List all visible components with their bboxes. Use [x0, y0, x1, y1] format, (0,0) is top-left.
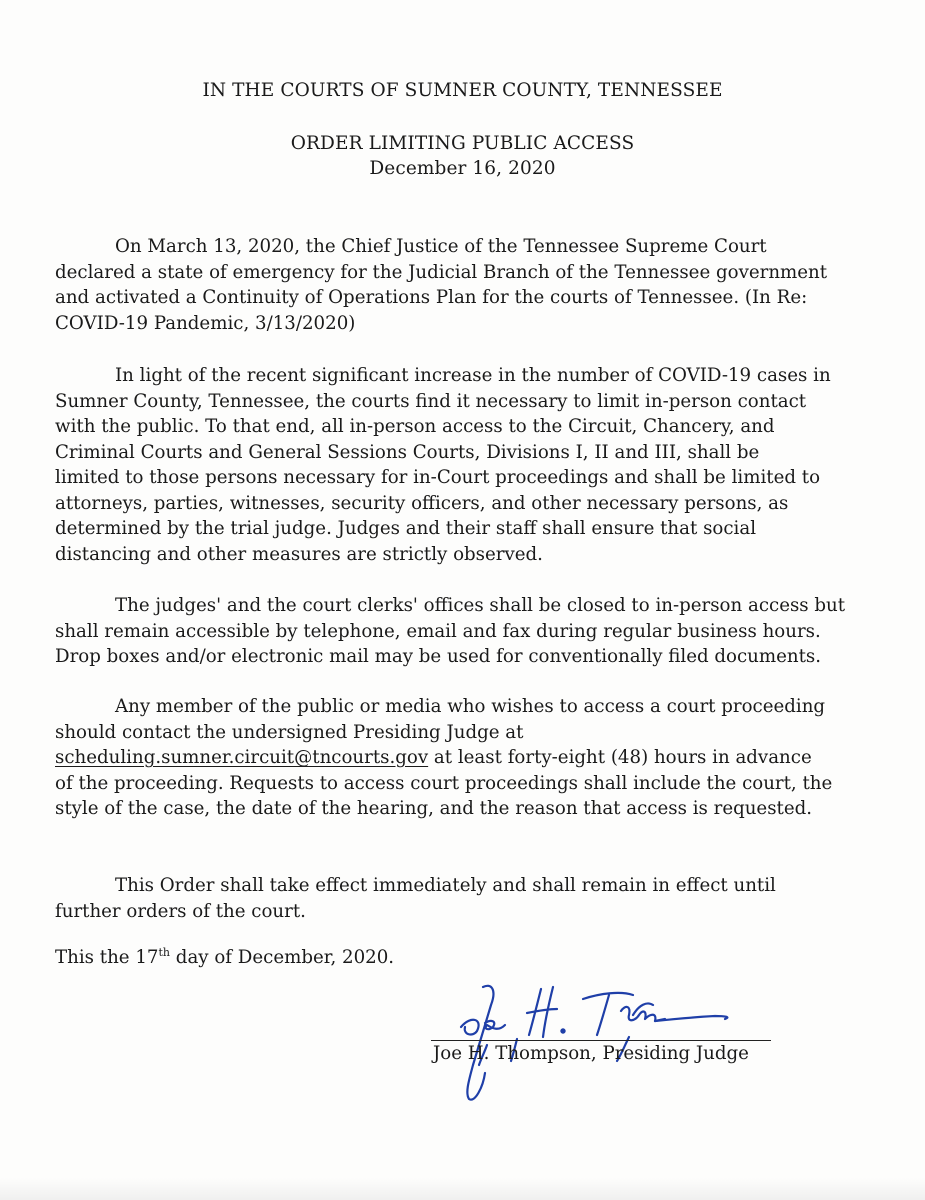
order-title: ORDER LIMITING PUBLIC ACCESS	[290, 133, 635, 154]
paragraph-effective-date	[55, 873, 867, 924]
paragraph-line: Drop boxes and/or electronic mail may be used for conventionally filed documents.	[55, 646, 822, 667]
dated-superscript: th	[158, 946, 171, 959]
paragraph-line: of the proceeding. Requests to access court proceedings shall include the court, the	[55, 772, 833, 794]
paragraph-line: shall remain accessible by telephone, email and fax during regular business hours.	[55, 620, 821, 642]
dated-suffix: day of December, 2020.	[170, 947, 395, 969]
paragraph-line: with the public. To that end, all in-person access to the Circuit, Chancery, and	[55, 416, 775, 437]
signature-line	[431, 1040, 771, 1041]
paragraph-line: should contact the undersigned Presiding Judge at	[55, 721, 524, 743]
paragraph-line-rest: at least forty-eight (48) hours in advance	[428, 747, 812, 768]
dated-line	[55, 940, 867, 971]
paragraph-line: Any member of the public or media who wishes to access a court proceeding	[115, 696, 826, 717]
paragraph-line: determined by the trial judge. Judges and their staff shall ensure that social	[55, 518, 757, 539]
paragraph-line: Criminal Courts and General Sessions Courts, Divisions I, II and III, shall be	[55, 441, 760, 463]
paragraph-line	[55, 745, 867, 771]
paragraph-office-closures	[55, 593, 867, 670]
paragraph-line: This Order shall take effect immediately and shall remain in effect until	[115, 875, 776, 896]
paragraph-line: attorneys, parties, witnesses, security officers, and other necessary persons, as	[55, 492, 789, 514]
page-bottom-shadow	[0, 1178, 925, 1200]
paragraph-line: declared a state of emergency for the Judicial Branch of the Tennessee government	[55, 261, 828, 283]
court-heading: IN THE COURTS OF SUMNER COUNTY, TENNESSEE	[202, 80, 723, 101]
paragraph-line: In light of the recent significant increase in the number of COVID-19 cases in	[115, 365, 831, 386]
paragraph-line: On March 13, 2020, the Chief Justice of the Tennessee Supreme Court	[115, 236, 767, 257]
paragraph-access-limits	[55, 363, 867, 567]
order-date: December 16, 2020	[369, 158, 556, 179]
paragraph-line: distancing and other measures are strictly observed.	[55, 543, 543, 565]
paragraph-line: style of the case, the date of the hearing, and the reason that access is requested.	[55, 798, 813, 819]
paragraph-line: COVID-19 Pandemic, 3/13/2020)	[55, 312, 356, 334]
paragraph-line: and activated a Continuity of Operations Plan for the courts of Tennessee. (In Re:	[55, 287, 808, 308]
signature-block	[425, 975, 785, 1135]
paragraph-line: Sumner County, Tennessee, the courts find it necessary to limit in-person contact	[55, 390, 807, 412]
paragraph-line: The judges' and the court clerks' offices shall be closed to in-person access but	[115, 595, 846, 616]
signer-name: Joe H. Thompson, Presiding Judge	[433, 1043, 749, 1064]
paragraph-line: further orders of the court.	[55, 900, 306, 922]
dated-prefix: This the 17	[55, 947, 159, 969]
paragraph-line: limited to those persons necessary for in-Court proceedings and shall be limited to	[55, 467, 821, 488]
paragraph-public-media-access	[55, 694, 867, 822]
paragraph-emergency-declaration	[55, 234, 867, 336]
scheduling-email-link[interactable]: scheduling.sumner.circuit@tncourts.gov	[55, 747, 429, 768]
